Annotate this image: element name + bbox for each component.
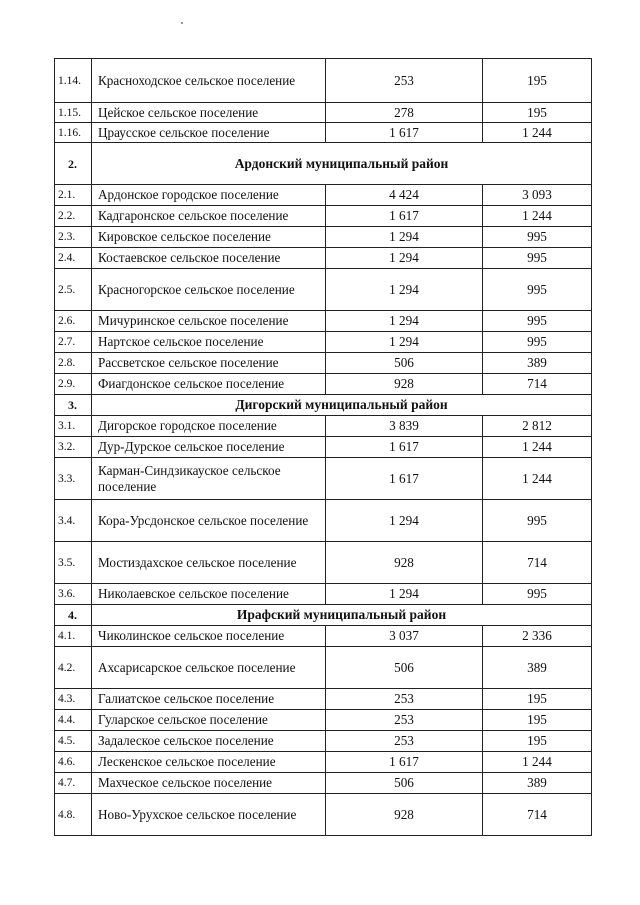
row-number: 4.2.: [55, 647, 92, 689]
value-column-2: 714: [483, 794, 592, 836]
value-column-1: 278: [326, 103, 483, 123]
settlement-name: Чиколинское сельское поселение: [92, 626, 326, 647]
settlement-name: Цейское сельское поселение: [92, 103, 326, 123]
table-row: [55, 773, 592, 794]
settlement-name: Фиагдонское сельское поселение: [92, 374, 326, 395]
table-row: [55, 248, 592, 269]
row-number: 4.7.: [55, 773, 92, 794]
table-row: [55, 437, 592, 458]
value-column-2: 195: [483, 689, 592, 710]
settlement-name: Николаевское сельское поселение: [92, 584, 326, 605]
settlement-name: Карман-Синдзикауское сельское поселение: [92, 458, 326, 500]
section-number: 3.: [55, 395, 92, 416]
settlement-name: Кадгаронское сельское поселение: [92, 206, 326, 227]
value-column-2: 1 244: [483, 206, 592, 227]
row-number: 1.14.: [55, 59, 92, 103]
value-column-1: 253: [326, 59, 483, 103]
settlement-name: Дур-Дурское сельское поселение: [92, 437, 326, 458]
row-number: 1.15.: [55, 103, 92, 123]
row-number: 3.5.: [55, 542, 92, 584]
value-column-2: 995: [483, 248, 592, 269]
value-column-1: 1 294: [326, 332, 483, 353]
value-column-1: 3 839: [326, 416, 483, 437]
table-row: [55, 794, 592, 836]
table-row: [55, 59, 592, 103]
row-number: 3.4.: [55, 500, 92, 542]
table-row: [55, 353, 592, 374]
value-column-1: 928: [326, 542, 483, 584]
table-row: [55, 311, 592, 332]
row-number: 4.4.: [55, 710, 92, 731]
settlement-name: Красноходское сельское поселение: [92, 59, 326, 103]
value-column-2: 195: [483, 103, 592, 123]
row-number: 1.16.: [55, 123, 92, 143]
settlements-table: [54, 58, 592, 836]
table-row: [55, 269, 592, 311]
table-row: [55, 710, 592, 731]
settlement-name: Лескенское сельское поселение: [92, 752, 326, 773]
table-row: [55, 647, 592, 689]
value-column-2: 995: [483, 227, 592, 248]
value-column-1: 1 294: [326, 500, 483, 542]
value-column-2: 2 812: [483, 416, 592, 437]
value-column-1: 1 294: [326, 584, 483, 605]
value-column-2: 995: [483, 311, 592, 332]
value-column-2: 995: [483, 332, 592, 353]
value-column-2: 389: [483, 773, 592, 794]
settlement-name: Кора-Урсдонское сельское поселение: [92, 500, 326, 542]
district-title: Дигорский муниципальный район: [92, 395, 592, 416]
row-number: 2.8.: [55, 353, 92, 374]
settlement-name: Ново-Урухское сельское поселение: [92, 794, 326, 836]
table-row: [55, 103, 592, 123]
settlement-name: Красногорское сельское поселение: [92, 269, 326, 311]
value-column-1: 1 617: [326, 752, 483, 773]
table-row: [55, 227, 592, 248]
table-row: [55, 731, 592, 752]
value-column-2: 995: [483, 500, 592, 542]
value-column-2: 1 244: [483, 458, 592, 500]
settlement-name: Кировское сельское поселение: [92, 227, 326, 248]
table-row: [55, 185, 592, 206]
scan-speck: [181, 22, 183, 24]
value-column-1: 506: [326, 773, 483, 794]
value-column-2: 995: [483, 584, 592, 605]
value-column-1: 1 294: [326, 311, 483, 332]
settlement-name: Ахсарисарское сельское поселение: [92, 647, 326, 689]
value-column-1: 1 294: [326, 227, 483, 248]
row-number: 2.1.: [55, 185, 92, 206]
table-row: [55, 752, 592, 773]
value-column-2: 714: [483, 374, 592, 395]
value-column-1: 4 424: [326, 185, 483, 206]
row-number: 3.1.: [55, 416, 92, 437]
value-column-1: 1 294: [326, 269, 483, 311]
district-section-row: [55, 143, 592, 185]
district-section-row: [55, 395, 592, 416]
row-number: 3.6.: [55, 584, 92, 605]
row-number: 2.5.: [55, 269, 92, 311]
table-row: [55, 689, 592, 710]
value-column-2: 195: [483, 59, 592, 103]
value-column-1: 1 617: [326, 206, 483, 227]
value-column-1: 928: [326, 794, 483, 836]
table-row: [55, 500, 592, 542]
settlement-name: Рассветское сельское поселение: [92, 353, 326, 374]
row-number: 4.5.: [55, 731, 92, 752]
value-column-1: 1 294: [326, 248, 483, 269]
value-column-2: 3 093: [483, 185, 592, 206]
row-number: 4.8.: [55, 794, 92, 836]
table-row: [55, 123, 592, 143]
settlement-name: Мичуринское сельское поселение: [92, 311, 326, 332]
row-number: 2.3.: [55, 227, 92, 248]
section-number: 2.: [55, 143, 92, 185]
district-section-row: [55, 605, 592, 626]
value-column-1: 1 617: [326, 123, 483, 143]
value-column-1: 506: [326, 647, 483, 689]
value-column-2: 195: [483, 710, 592, 731]
value-column-2: 714: [483, 542, 592, 584]
value-column-2: 1 244: [483, 123, 592, 143]
value-column-1: 253: [326, 710, 483, 731]
row-number: 2.4.: [55, 248, 92, 269]
value-column-1: 253: [326, 731, 483, 752]
settlement-name: Гуларское сельское поселение: [92, 710, 326, 731]
settlement-name: Задалеское сельское поселение: [92, 731, 326, 752]
table-row: [55, 374, 592, 395]
table-row: [55, 584, 592, 605]
settlement-name: Ардонское городское поселение: [92, 185, 326, 206]
value-column-2: 389: [483, 647, 592, 689]
settlement-name: Нартское сельское поселение: [92, 332, 326, 353]
value-column-2: 2 336: [483, 626, 592, 647]
row-number: 4.1.: [55, 626, 92, 647]
district-title: Ирафский муниципальный район: [92, 605, 592, 626]
table-row: [55, 206, 592, 227]
row-number: 4.6.: [55, 752, 92, 773]
value-column-1: 506: [326, 353, 483, 374]
settlements-table-body: [55, 59, 592, 836]
row-number: 3.3.: [55, 458, 92, 500]
table-row: [55, 332, 592, 353]
table-row: [55, 416, 592, 437]
value-column-1: 3 037: [326, 626, 483, 647]
settlement-name: Цраусское сельское поселение: [92, 123, 326, 143]
value-column-2: 1 244: [483, 752, 592, 773]
table-row: [55, 626, 592, 647]
section-number: 4.: [55, 605, 92, 626]
table-row: [55, 458, 592, 500]
value-column-1: 928: [326, 374, 483, 395]
value-column-1: 253: [326, 689, 483, 710]
row-number: 2.2.: [55, 206, 92, 227]
table-row: [55, 542, 592, 584]
settlement-name: Галиатское сельское поселение: [92, 689, 326, 710]
value-column-2: 1 244: [483, 437, 592, 458]
value-column-2: 995: [483, 269, 592, 311]
settlement-name: Дигорское городское поселение: [92, 416, 326, 437]
row-number: 2.7.: [55, 332, 92, 353]
settlement-name: Мостиздахское сельское поселение: [92, 542, 326, 584]
row-number: 2.6.: [55, 311, 92, 332]
value-column-2: 195: [483, 731, 592, 752]
value-column-1: 1 617: [326, 437, 483, 458]
district-title: Ардонский муниципальный район: [92, 143, 592, 185]
value-column-1: 1 617: [326, 458, 483, 500]
row-number: 3.2.: [55, 437, 92, 458]
row-number: 4.3.: [55, 689, 92, 710]
row-number: 2.9.: [55, 374, 92, 395]
settlement-name: Костаевское сельское поселение: [92, 248, 326, 269]
settlement-name: Махческое сельское поселение: [92, 773, 326, 794]
value-column-2: 389: [483, 353, 592, 374]
